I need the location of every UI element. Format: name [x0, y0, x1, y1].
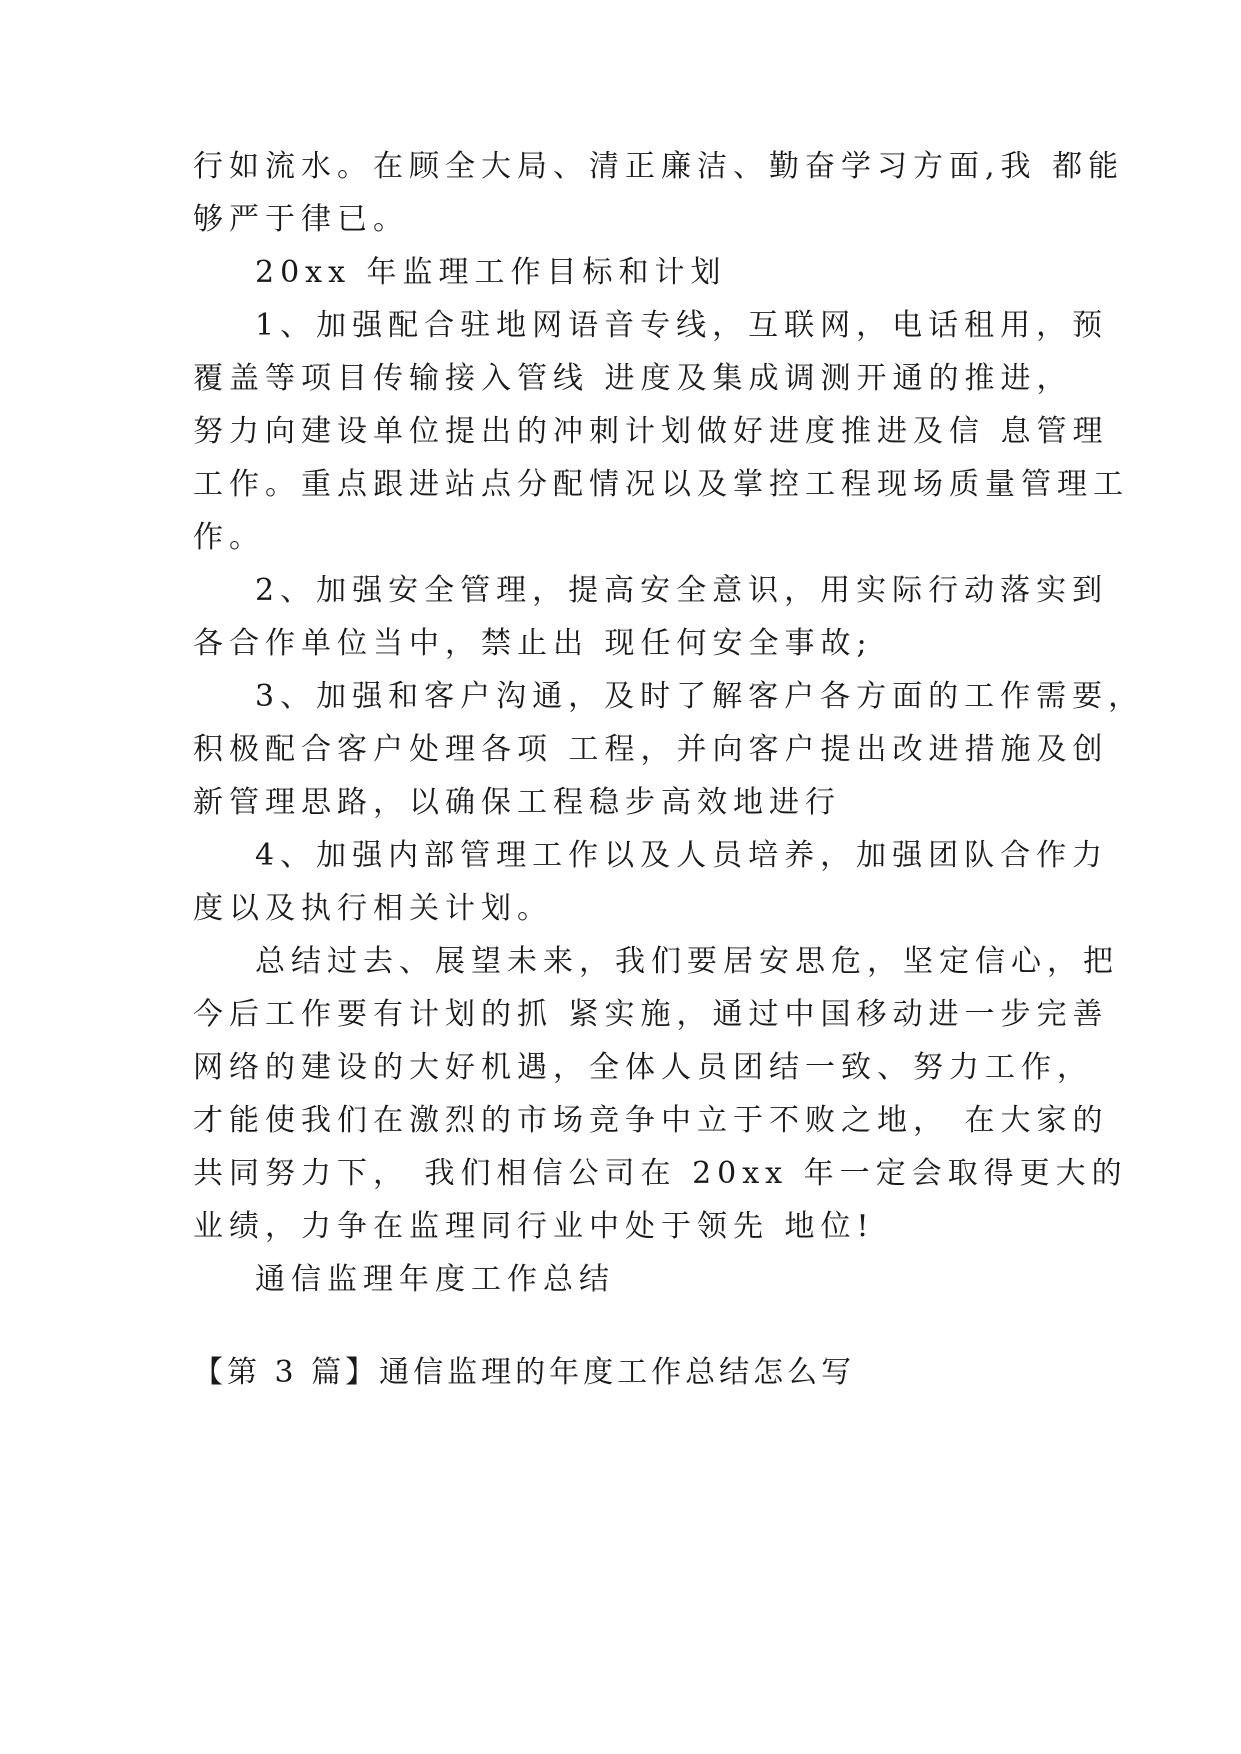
text-line: 3、加强和客户沟通，及时了解客户各方面的工作需要，	[255, 679, 1145, 714]
text-line: 通信监理年度工作总结	[255, 1262, 615, 1297]
text-line: 积极配合客户处理各项 工程，并向客户提出改进措施及创	[193, 732, 1109, 767]
text-line: 总结过去、展望未来，我们要居安思危，坚定信心，把	[255, 944, 1119, 979]
text-line: 努力向建设单位提出的冲刺计划做好进度推进及信 息管理	[193, 414, 1109, 449]
text-line: 4、加强内部管理工作以及人员培养，加强团队合作力	[255, 838, 1109, 873]
text-line: 度以及执行相关计划。	[193, 891, 553, 926]
text-line: 共同努力下， 我们相信公司在 20xx 年一定会取得更大的	[193, 1156, 1128, 1191]
text-line: 够严于律已。	[193, 202, 409, 237]
text-line: 行如流水。在顾全大局、清正廉洁、勤奋学习方面,我 都能	[193, 149, 1125, 184]
section-heading: 【第 3 篇】通信监理的年度工作总结怎么写	[193, 1355, 856, 1390]
text-line: 2、加强安全管理，提高安全意识，用实际行动落实到	[255, 573, 1109, 608]
text-line: 覆盖等项目传输接入管线 进度及集成调测开通的推进，	[193, 361, 1073, 396]
text-line: 作。	[193, 520, 265, 555]
text-line: 1、加强配合驻地网语音专线，互联网，电话租用，预	[255, 308, 1109, 343]
text-line: 工作。重点跟进站点分配情况以及掌控工程现场质量管理工	[193, 467, 1129, 502]
text-line: 20xx 年监理工作目标和计划	[255, 255, 727, 290]
text-line: 网络的建设的大好机遇，全体人员团结一致、努力工作，	[193, 1050, 1093, 1085]
text-line: 业绩，力争在监理同行业中处于领先 地位!	[193, 1209, 875, 1244]
text-line: 才能使我们在激烈的市场竞争中立于不败之地， 在大家的	[193, 1103, 1109, 1138]
text-line: 今后工作要有计划的抓 紧实施，通过中国移动进一步完善	[193, 997, 1109, 1032]
text-line: 各合作单位当中，禁止出 现任何安全事故;	[193, 626, 873, 661]
text-line: 新管理思路，以确保工程稳步高效地进行	[193, 785, 841, 820]
